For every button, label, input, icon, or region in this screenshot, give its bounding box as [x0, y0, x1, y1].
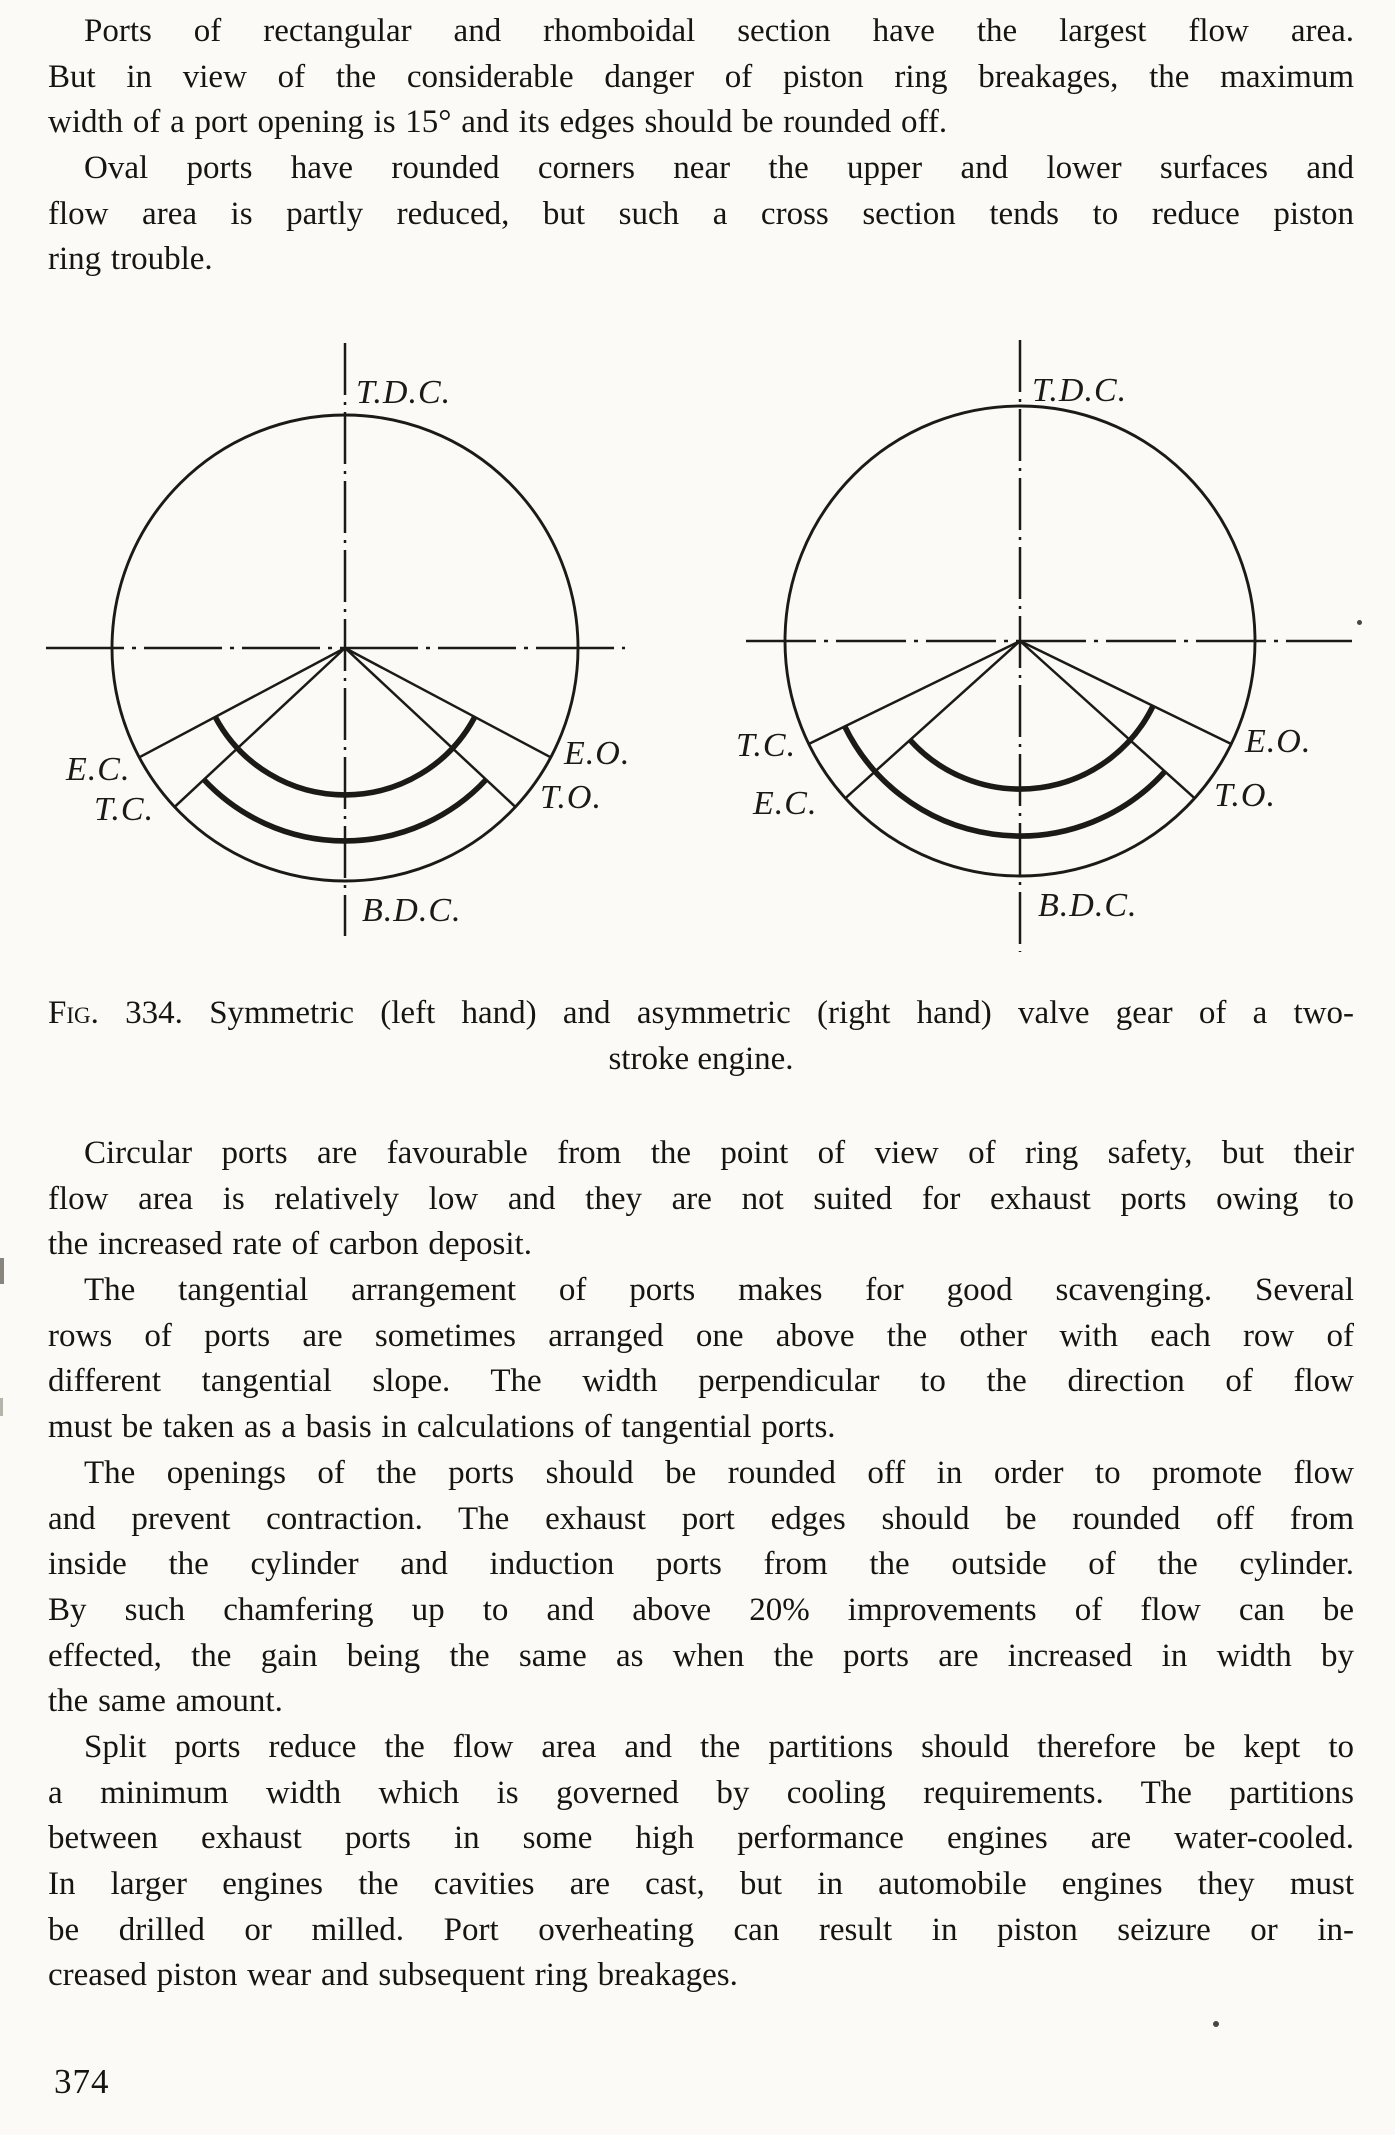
- text-line: Oval ports have rounded corners near the upper and lower surfaces and: [84, 150, 1354, 187]
- right-tc-label: T.C.: [736, 727, 797, 764]
- figure-number-label: Fig. 334.: [48, 995, 183, 1031]
- text-line: inside the cylinder and induction ports from the outside of the cylinder.: [48, 1546, 1354, 1583]
- left-ec-label: E.C.: [66, 751, 131, 788]
- text-line: flow area is partly reduced, but such a cross section tends to reduce piston: [48, 195, 1354, 232]
- left-bdc-label: B.D.C.: [362, 892, 462, 929]
- text-line: a minimum width which is governed by cooling requirements. The partitions: [48, 1774, 1354, 1811]
- left-tc-radial-line: [175, 648, 345, 807]
- text-line: The openings of the ports should be rounded off in order to promote flow: [84, 1454, 1354, 1491]
- right-ec-label: E.C.: [753, 785, 818, 822]
- figure-caption: [48, 990, 1354, 1082]
- right-eo-radial-line: [1020, 641, 1231, 744]
- scan-edge-artifact: [0, 1398, 3, 1416]
- text-line: Split ports reduce the flow area and the partitions should therefore be kept to: [84, 1728, 1354, 1765]
- right-to-label: T.O.: [1214, 777, 1276, 814]
- left-to-label: T.O.: [540, 779, 602, 816]
- text-line: But in view of the considerable danger of piston ring breakages, the maximum: [48, 58, 1354, 95]
- left-to-radial-line: [345, 648, 515, 807]
- text-line: the same amount.: [48, 1683, 283, 1720]
- text-line: ring trouble.: [48, 241, 213, 278]
- text-line: and prevent contraction. The exhaust port edges should be rounded off from: [48, 1500, 1354, 1537]
- scan-edge-artifact: [0, 1258, 4, 1284]
- left-eo-radial-line: [345, 648, 551, 757]
- right-tc-radial-line: [809, 641, 1020, 744]
- left-tc-label: T.C.: [94, 791, 155, 828]
- text-line: flow area is relatively low and they are not suited for exhaust ports owing to: [48, 1180, 1354, 1217]
- page-number: 374: [54, 2062, 110, 2101]
- text-line: rows of ports are sometimes arranged one above the other with each row of: [48, 1317, 1354, 1354]
- body-text-block-bottom: [48, 1131, 1354, 1999]
- left-ec-radial-line: [139, 648, 345, 757]
- figure-caption-line1: [48, 990, 1354, 1036]
- right-diagram: [736, 340, 1352, 952]
- text-line: must be taken as a basis in calculations of tangential ports.: [48, 1409, 836, 1446]
- scan-speck: [1213, 2021, 1219, 2027]
- left-tdc-label: T.D.C.: [356, 374, 452, 411]
- text-line: creased piston wear and subsequent ring breakages.: [48, 1957, 738, 1994]
- right-bdc-label: B.D.C.: [1038, 887, 1138, 924]
- text-line: Ports of rectangular and rhomboidal section have the largest flow area.: [84, 13, 1354, 49]
- scan-speck: [1357, 620, 1362, 625]
- text-line: between exhaust ports in some high performance engines are water-cooled.: [48, 1820, 1354, 1857]
- text-line: By such chamfering up to and above 20% improvements of flow can be: [48, 1591, 1354, 1628]
- text-line: effected, the gain being the same as when the ports are increased in width by: [48, 1637, 1354, 1674]
- right-exhaust-period-arc: [910, 706, 1153, 789]
- text-line: different tangential slope. The width perpendicular to the direction of flow: [48, 1363, 1354, 1400]
- left-eo-label: E.O.: [564, 735, 631, 772]
- right-to-radial-line: [1020, 641, 1195, 798]
- text-line: The tangential arrangement of ports makes for good scavenging. Several: [84, 1272, 1354, 1309]
- figure-caption-text: Symmetric (left hand) and asymmetric (right hand) valve gear of a two-: [209, 995, 1355, 1031]
- text-line: width of a port opening is 15° and its edges should be rounded off.: [48, 104, 948, 141]
- text-line: the increased rate of carbon deposit.: [48, 1226, 532, 1263]
- text-line: In larger engines the cavities are cast, but in automobile engines they must: [48, 1866, 1354, 1902]
- right-tdc-label: T.D.C.: [1032, 372, 1128, 409]
- right-ec-radial-line: [845, 641, 1020, 798]
- right-eo-label: E.O.: [1245, 723, 1312, 760]
- text-line: be drilled or milled. Port overheating can result in piston seizure or in-: [48, 1911, 1354, 1948]
- right-transfer-period-arc: [845, 726, 1165, 836]
- figure-caption-line2: stroke engine.: [608, 1041, 794, 1077]
- left-diagram: [46, 343, 630, 936]
- text-line: Circular ports are favourable from the point of view of ring safety, but their: [84, 1135, 1354, 1171]
